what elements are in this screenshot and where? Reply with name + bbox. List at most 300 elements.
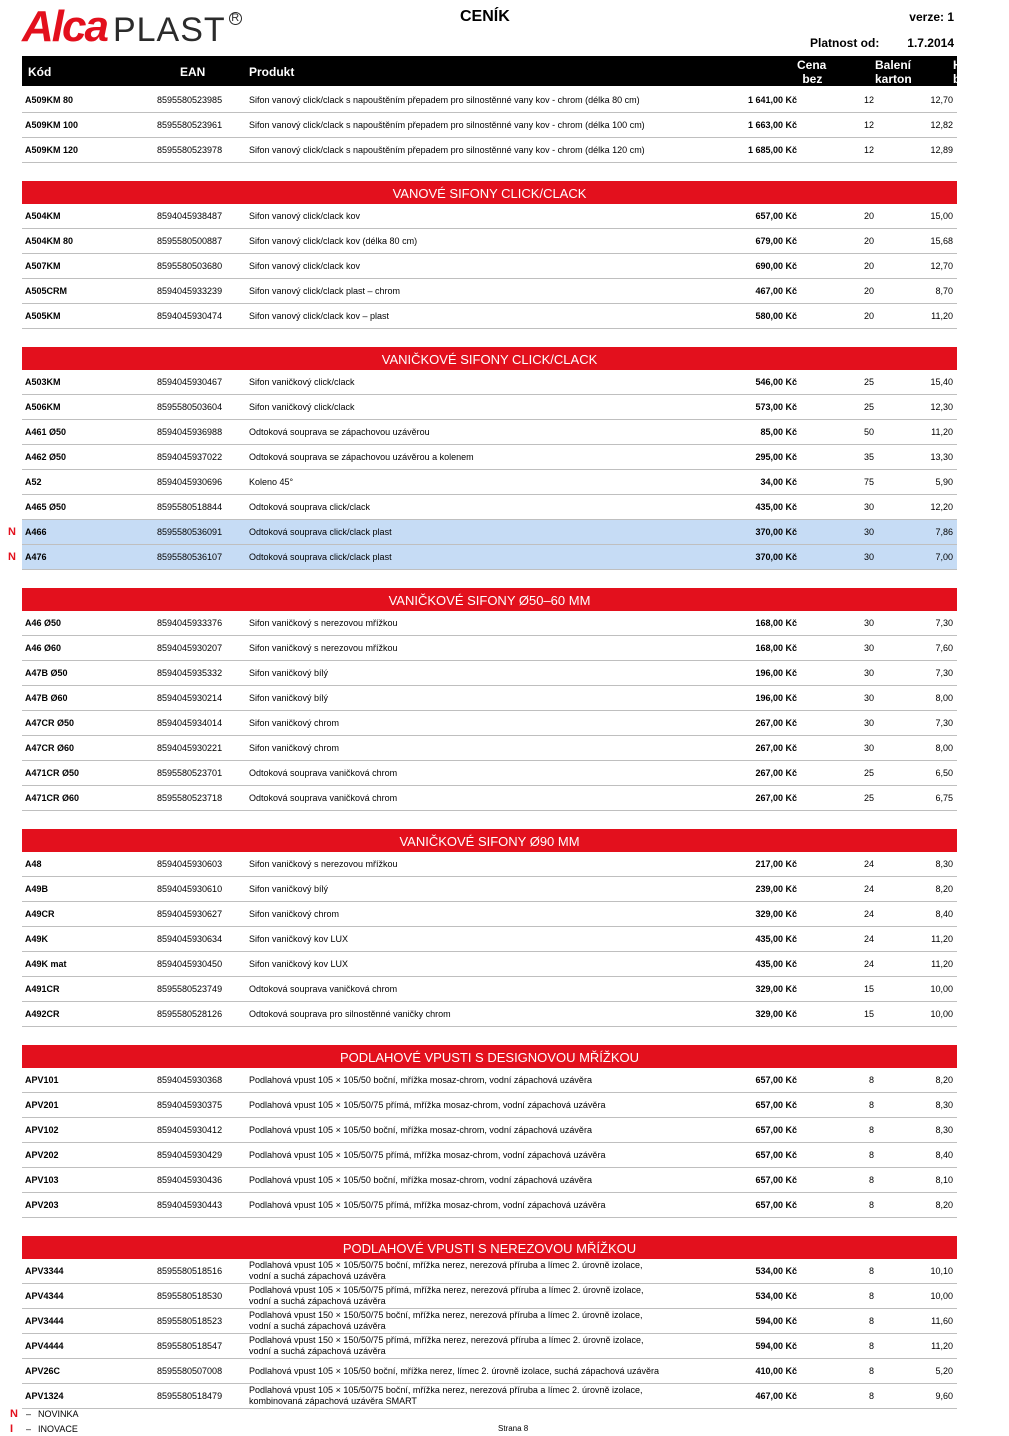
product-ean: 8594045930696 [157, 477, 223, 487]
product-name-line1: Odtoková souprava click/clack plast [249, 527, 392, 537]
product-code: A461 Ø50 [25, 427, 67, 437]
product-weight: 12,70 [930, 261, 953, 271]
table-row [22, 254, 957, 279]
section-gap [0, 163, 960, 181]
product-weight: 11,20 [931, 311, 953, 321]
product-name [249, 1200, 719, 1210]
product-name-line1: Sifon vanový click/clack plast – chrom [249, 286, 401, 296]
table-row [22, 113, 957, 138]
product-ean: 8594045930474 [157, 311, 223, 321]
table-row [22, 1309, 957, 1334]
product-name [249, 145, 719, 155]
product-pack-qty: 8 [868, 1150, 874, 1160]
product-price: 435,00 Kč [755, 959, 797, 969]
alcaplast-logo [22, 2, 242, 51]
table-row [22, 1359, 957, 1384]
column-header-weight-line2: balení [kg] [953, 72, 988, 100]
product-name [249, 1260, 719, 1282]
product-code: A49K mat [25, 959, 67, 969]
product-code: A476 [25, 552, 47, 562]
product-weight: 8,20 [935, 1075, 953, 1085]
product-name [249, 1125, 719, 1135]
section-title: VANIČKOVÉ SIFONY Ø50–60 MM [22, 588, 957, 611]
product-price: 534,00 Kč [755, 1291, 797, 1301]
product-name [249, 477, 719, 487]
product-name [249, 718, 719, 728]
product-code: A47B Ø50 [25, 668, 68, 678]
price-list-table [0, 88, 960, 1409]
product-name-line1: Odtoková souprava pro silnostěnné vaničky chrom [249, 1009, 451, 1019]
product-code: A48 [25, 859, 42, 869]
product-ean: 8594045930214 [157, 693, 223, 703]
product-name-line1: Sifon vanový click/clack s napouštěním přepadem pro silnostěnné vany kov - chrom (délka 120 cm) [249, 145, 645, 155]
product-ean: 8594045933239 [157, 286, 223, 296]
product-price: 657,00 Kč [755, 1150, 797, 1160]
product-price: 534,00 Kč [755, 1266, 797, 1276]
product-name [249, 1150, 719, 1160]
product-pack-qty: 30 [863, 643, 874, 653]
product-code: A46 Ø50 [25, 618, 62, 628]
product-code: A52 [25, 477, 42, 487]
table-row [22, 88, 957, 113]
product-name-line1: Odtoková souprava se zápachovou uzávěrou [249, 427, 430, 437]
product-weight: 7,60 [935, 643, 953, 653]
product-name-line1: Sifon vaničkový s nerezovou mřížkou [249, 618, 398, 628]
table-row [22, 1334, 957, 1359]
product-price: 657,00 Kč [755, 1100, 797, 1110]
product-price: 657,00 Kč [755, 1125, 797, 1135]
product-ean: 8595580518530 [157, 1291, 223, 1301]
product-pack-qty: 25 [863, 377, 874, 387]
product-name [249, 211, 719, 221]
product-name-line2: vodní a suchá zápachová uzávěra [249, 1346, 386, 1356]
table-row [22, 470, 957, 495]
product-pack-qty: 30 [863, 502, 874, 512]
product-ean: 8595580500887 [157, 236, 223, 246]
product-pack-qty: 8 [868, 1291, 874, 1301]
product-code: A491CR [25, 984, 60, 994]
section-title: PODLAHOVÉ VPUSTI S NEREZOVOU MŘÍŽKOU [22, 1236, 957, 1259]
table-row [22, 1384, 957, 1409]
product-price: 267,00 Kč [755, 793, 797, 803]
table-row [22, 1093, 957, 1118]
product-name [249, 959, 719, 969]
product-name [249, 1335, 719, 1357]
product-price: 657,00 Kč [755, 1075, 797, 1085]
product-name [249, 743, 719, 753]
product-price: 657,00 Kč [755, 1200, 797, 1210]
table-row [22, 686, 957, 711]
table-row [22, 636, 957, 661]
product-ean: 8595580536107 [157, 552, 223, 562]
product-price: 267,00 Kč [755, 718, 797, 728]
product-pack-qty: 30 [863, 743, 874, 753]
document-title: CENÍK [460, 8, 510, 25]
product-ean: 8595580523749 [157, 984, 223, 994]
product-weight: 8,40 [935, 909, 953, 919]
product-weight: 12,89 [930, 145, 953, 155]
product-name [249, 311, 719, 321]
product-ean: 8594045930603 [157, 859, 223, 869]
product-price: 435,00 Kč [755, 502, 797, 512]
product-code: APV1324 [25, 1391, 64, 1401]
validity-label: Platnost od: [810, 36, 880, 50]
product-name [249, 120, 719, 130]
table-row [22, 977, 957, 1002]
product-weight: 8,00 [935, 693, 953, 703]
product-price: 657,00 Kč [755, 1175, 797, 1185]
product-name-line1: Sifon vaničkový chrom [249, 909, 340, 919]
product-pack-qty: 15 [863, 1009, 874, 1019]
product-ean: 8595580503604 [157, 402, 223, 412]
table-row [22, 1284, 957, 1309]
product-name [249, 402, 719, 412]
product-code: A46 Ø60 [25, 643, 62, 653]
product-price: 410,00 Kč [755, 1366, 797, 1376]
product-name [249, 618, 719, 628]
product-ean: 8595580518547 [157, 1341, 223, 1351]
product-ean: 8595580503680 [157, 261, 223, 271]
table-row [22, 229, 957, 254]
product-ean: 8595580523985 [157, 95, 223, 105]
product-name [249, 552, 719, 562]
product-name [249, 1385, 719, 1407]
product-weight: 8,30 [935, 1100, 953, 1110]
product-pack-qty: 8 [868, 1200, 874, 1210]
product-name-line1: Odtoková souprava se zápachovou uzávěrou a kolenem [249, 452, 474, 462]
product-pack-qty: 24 [863, 909, 874, 919]
table-row [22, 279, 957, 304]
product-name-line1: Sifon vaničkový chrom [249, 718, 340, 728]
product-code: A505KM [25, 311, 61, 321]
product-weight: 10,00 [930, 1291, 953, 1301]
product-price: 1 663,00 Kč [747, 120, 797, 130]
product-pack-qty: 8 [868, 1266, 874, 1276]
product-ean: 8595580536091 [157, 527, 223, 537]
product-price: 1 641,00 Kč [747, 95, 797, 105]
product-name [249, 643, 719, 653]
product-name [249, 236, 719, 246]
product-name [249, 427, 719, 437]
product-pack-qty: 8 [868, 1391, 874, 1401]
product-code: A503KM [25, 377, 61, 387]
product-name-line1: Sifon vaničkový s nerezovou mřížkou [249, 643, 398, 653]
table-row [22, 877, 957, 902]
logo-suffix: PLAST [112, 11, 226, 49]
table-row [22, 1193, 957, 1218]
product-code: A465 Ø50 [25, 502, 67, 512]
product-ean: 8595580523961 [157, 120, 223, 130]
product-name [249, 768, 719, 778]
product-pack-qty: 30 [863, 718, 874, 728]
product-weight: 7,30 [935, 618, 953, 628]
table-row [22, 420, 957, 445]
section-title: VANIČKOVÉ SIFONY Ø90 MM [22, 829, 957, 852]
product-ean: 8594045930429 [157, 1150, 223, 1160]
product-code: APV26C [25, 1366, 61, 1376]
product-price: 679,00 Kč [755, 236, 797, 246]
product-ean: 8595580523701 [157, 768, 223, 778]
product-weight: 12,30 [930, 402, 953, 412]
product-name-line1: Sifon vaničkový bílý [249, 668, 329, 678]
table-row [22, 204, 957, 229]
product-name [249, 1075, 719, 1085]
product-weight: 7,00 [935, 552, 953, 562]
product-name [249, 884, 719, 894]
product-name-line1: Podlahová vpust 105 × 105/50/75 přímá, mřížka mosaz-chrom, vodní zápachová uzávěra [249, 1200, 606, 1210]
product-name-line1: Sifon vanový click/clack s napouštěním přepadem pro silnostěnné vany kov - chrom (délka 100 cm) [249, 120, 645, 130]
product-ean: 8594045930450 [157, 959, 223, 969]
product-pack-qty: 12 [863, 145, 874, 155]
product-name-line2: vodní a suchá zápachová uzávěra [249, 1296, 386, 1306]
table-row [22, 952, 957, 977]
product-price: 594,00 Kč [755, 1316, 797, 1326]
table-row [22, 902, 957, 927]
product-pack-qty: 20 [863, 261, 874, 271]
product-price: 370,00 Kč [755, 552, 797, 562]
section-gap [0, 811, 960, 829]
column-header-weight-line1: Hmotnost [953, 58, 1009, 72]
product-pack-qty: 24 [863, 859, 874, 869]
product-weight: 7,86 [935, 527, 953, 537]
legend-innovation [10, 1421, 79, 1436]
product-weight: 11,60 [931, 1316, 953, 1326]
product-code: A509KM 80 [25, 95, 74, 105]
product-code: A507KM [25, 261, 61, 271]
product-code: A47CR Ø50 [25, 718, 75, 728]
new-product-marker: N [8, 551, 16, 563]
product-name-line1: Odtoková souprava vaničková chrom [249, 768, 398, 778]
product-pack-qty: 8 [868, 1075, 874, 1085]
legend [10, 1406, 79, 1436]
product-name-line1: Sifon vaničkový bílý [249, 693, 329, 703]
product-weight: 10,10 [930, 1266, 953, 1276]
product-name-line1: Sifon vanový click/clack kov – plast [249, 311, 390, 321]
product-pack-qty: 8 [868, 1341, 874, 1351]
table-row [22, 1143, 957, 1168]
column-header-ean: EAN [180, 65, 206, 79]
product-name-line1: Sifon vaničkový kov LUX [249, 934, 349, 944]
product-name-line1: Odtoková souprava vaničková chrom [249, 984, 398, 994]
product-name-line1: Podlahová vpust 150 × 150/50/75 boční, mřížka nerez, nerezová příruba a límec 2. úrovně izolace, [249, 1310, 643, 1320]
version-label: verze: 1 [909, 10, 954, 24]
product-code: A47B Ø60 [25, 693, 68, 703]
product-name-line1: Sifon vanový click/clack kov [249, 211, 361, 221]
product-code: APV201 [25, 1100, 59, 1110]
product-name-line1: Sifon vaničkový bílý [249, 884, 329, 894]
product-weight: 8,40 [935, 1150, 953, 1160]
table-row [22, 611, 957, 636]
product-name [249, 1175, 719, 1185]
product-code: A49CR [25, 909, 55, 919]
product-name-line1: Sifon vaničkový kov LUX [249, 959, 349, 969]
table-row [22, 1259, 957, 1284]
product-price: 267,00 Kč [755, 768, 797, 778]
product-name-line2: vodní a suchá zápachová uzávěra [249, 1271, 386, 1281]
product-weight: 12,70 [930, 95, 953, 105]
product-weight: 15,68 [930, 236, 953, 246]
product-name-line1: Podlahová vpust 150 × 150/50/75 přímá, mřížka nerez, nerezová příruba a límec 2. úrovně izolace, [249, 1335, 644, 1345]
table-row [22, 786, 957, 811]
product-pack-qty: 15 [863, 984, 874, 994]
product-ean: 8594045930610 [157, 884, 223, 894]
product-pack-qty: 24 [863, 934, 874, 944]
product-price: 546,00 Kč [755, 377, 797, 387]
product-pack-qty: 24 [863, 959, 874, 969]
product-code: A504KM 80 [25, 236, 74, 246]
table-row [22, 711, 957, 736]
product-ean: 8594045935332 [157, 668, 223, 678]
product-name [249, 502, 719, 512]
product-price: 239,00 Kč [755, 884, 797, 894]
product-price: 690,00 Kč [755, 261, 797, 271]
column-header-product: Produkt [249, 65, 295, 79]
product-name-line1: Sifon vaničkový click/clack [249, 402, 355, 412]
product-weight: 5,90 [935, 477, 953, 487]
product-pack-qty: 25 [863, 793, 874, 803]
table-row [22, 661, 957, 686]
product-pack-qty: 75 [863, 477, 874, 487]
column-header-price-line1: Cena [797, 58, 827, 72]
table-row [22, 927, 957, 952]
product-weight: 6,50 [935, 768, 953, 778]
product-ean: 8595580518479 [157, 1391, 223, 1401]
product-name-line1: Sifon vaničkový chrom [249, 743, 340, 753]
product-pack-qty: 30 [863, 527, 874, 537]
product-code: A47CR Ø60 [25, 743, 75, 753]
product-name-line1: Podlahová vpust 105 × 105/50/75 přímá, mřížka mosaz-chrom, vodní zápachová uzávěra [249, 1100, 606, 1110]
product-code: APV203 [25, 1200, 59, 1210]
table-row [22, 761, 957, 786]
product-ean: 8594045937022 [157, 452, 223, 462]
legend-dash: – [26, 1423, 32, 1434]
product-weight: 5,20 [935, 1366, 953, 1376]
product-pack-qty: 8 [868, 1100, 874, 1110]
product-name-line2: vodní a suchá zápachová uzávěra [249, 1321, 386, 1331]
product-name [249, 668, 719, 678]
product-name [249, 377, 719, 387]
product-weight: 15,00 [930, 211, 953, 221]
product-code: A509KM 120 [25, 145, 79, 155]
section-title: VANOVÉ SIFONY CLICK/CLACK [22, 181, 957, 204]
product-name [249, 95, 719, 105]
product-ean: 8594045930436 [157, 1175, 223, 1185]
product-pack-qty: 20 [863, 286, 874, 296]
product-ean: 8594045930375 [157, 1100, 223, 1110]
table-row [22, 1068, 957, 1093]
product-name [249, 1009, 719, 1019]
product-pack-qty: 12 [863, 95, 874, 105]
product-name-line1: Podlahová vpust 105 × 105/50 boční, mřížka mosaz-chrom, vodní zápachová uzávěra [249, 1075, 592, 1085]
product-pack-qty: 30 [863, 618, 874, 628]
product-price: 370,00 Kč [755, 527, 797, 537]
product-code: APV202 [25, 1150, 59, 1160]
product-name-line1: Odtoková souprava vaničková chrom [249, 793, 398, 803]
product-name-line1: Podlahová vpust 105 × 105/50/75 boční, mřížka nerez, nerezová příruba a límec 2. úrovně izolace, [249, 1260, 643, 1270]
product-weight: 11,20 [931, 427, 953, 437]
product-name-line1: Podlahová vpust 105 × 105/50/75 přímá, mřížka mosaz-chrom, vodní zápachová uzávěra [249, 1150, 606, 1160]
product-code: A471CR Ø60 [25, 793, 80, 803]
column-header-price-line2: bez DPH [797, 72, 823, 100]
product-code: A505CRM [25, 286, 68, 296]
section-title: PODLAHOVÉ VPUSTI S DESIGNOVOU MŘÍŽKOU [22, 1045, 957, 1068]
product-weight: 11,20 [931, 934, 953, 944]
product-code: A509KM 100 [25, 120, 79, 130]
product-price: 329,00 Kč [755, 909, 797, 919]
product-name-line1: Koleno 45° [249, 477, 294, 487]
product-pack-qty: 20 [863, 211, 874, 221]
product-name-line1: Podlahová vpust 105 × 105/50/75 boční, mřížka nerez, nerezová příruba a límec 2. úrovně izolace, [249, 1385, 643, 1395]
product-name [249, 1100, 719, 1110]
section-gap [0, 570, 960, 588]
product-price: 467,00 Kč [755, 1391, 797, 1401]
product-ean: 8594045930221 [157, 743, 223, 753]
product-weight: 11,20 [931, 1341, 953, 1351]
product-ean: 8595580528126 [157, 1009, 223, 1019]
product-weight: 9,60 [935, 1391, 953, 1401]
table-row [22, 1168, 957, 1193]
column-header-pack-line2: karton [ks] [875, 72, 912, 100]
table-row [22, 370, 957, 395]
product-price: 329,00 Kč [755, 984, 797, 994]
product-code: A49K [25, 934, 49, 944]
product-name [249, 452, 719, 462]
product-weight: 6,75 [935, 793, 953, 803]
product-weight: 8,20 [935, 884, 953, 894]
table-row [8, 520, 957, 545]
product-price: 168,00 Kč [755, 618, 797, 628]
product-ean: 8595580518516 [157, 1266, 223, 1276]
legend-new-label: NOVINKA [38, 1408, 79, 1419]
section-gap [0, 329, 960, 347]
product-pack-qty: 8 [868, 1316, 874, 1326]
legend-new [10, 1406, 79, 1421]
product-name [249, 934, 719, 944]
section-gap [0, 1027, 960, 1045]
product-name [249, 793, 719, 803]
product-pack-qty: 25 [863, 402, 874, 412]
table-row [22, 495, 957, 520]
product-name-line1: Sifon vanový click/clack s napouštěním přepadem pro silnostěnné vany kov - chrom (délka 80 cm) [249, 95, 640, 105]
product-code: APV103 [25, 1175, 59, 1185]
product-weight: 8,10 [935, 1175, 953, 1185]
product-weight: 7,30 [935, 718, 953, 728]
product-weight: 8,30 [935, 859, 953, 869]
product-name-line1: Podlahová vpust 105 × 105/50 boční, mřížka mosaz-chrom, vodní zápachová uzávěra [249, 1125, 592, 1135]
legend-innovation-label: INOVACE [38, 1423, 78, 1434]
product-pack-qty: 35 [863, 452, 874, 462]
product-ean: 8594045930412 [157, 1125, 223, 1135]
product-ean: 8594045936988 [157, 427, 223, 437]
product-name-line1: Sifon vanový click/clack kov (délka 80 cm) [249, 236, 418, 246]
table-row [22, 395, 957, 420]
product-name-line1: Odtoková souprava click/clack [249, 502, 371, 512]
product-ean: 8594045930368 [157, 1075, 223, 1085]
product-name [249, 261, 719, 271]
product-code: APV101 [25, 1075, 59, 1085]
product-price: 295,00 Kč [755, 452, 797, 462]
product-name-line1: Sifon vaničkový click/clack [249, 377, 355, 387]
product-pack-qty: 20 [863, 236, 874, 246]
product-name [249, 1285, 719, 1307]
product-name-line1: Podlahová vpust 105 × 105/50 boční, mřížka nerez, límec 2. úrovně izolace, suchá zápachová uzávěra [249, 1366, 659, 1376]
product-price: 329,00 Kč [755, 1009, 797, 1019]
product-pack-qty: 30 [863, 668, 874, 678]
product-price: 594,00 Kč [755, 1341, 797, 1351]
product-name-line1: Sifon vaničkový s nerezovou mřížkou [249, 859, 398, 869]
registered-mark-icon: R [229, 12, 242, 25]
product-name-line1: Podlahová vpust 105 × 105/50 boční, mřížka mosaz-chrom, vodní zápachová uzávěra [249, 1175, 592, 1185]
